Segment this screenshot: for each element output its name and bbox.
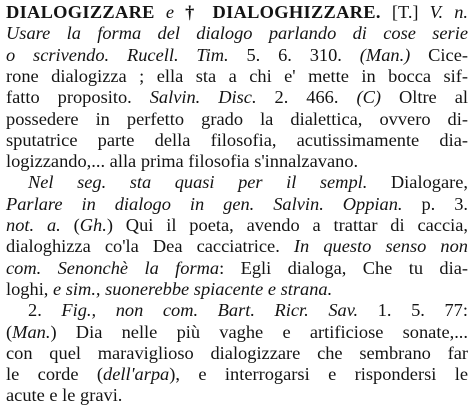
entry-line-11: [6, 215, 468, 236]
entry-line-5: [6, 87, 468, 108]
example-text: : Egli dialoga, Che tu dia-: [219, 257, 468, 278]
figurative-label: Fig., non com. Bart. Ricr. Sav.: [61, 300, 359, 321]
quote-text: con quel maraviglioso dialogizzare che sembrano far: [6, 342, 468, 363]
quote-text: sputatrice parte della filosofia, acutissimamente dia-: [6, 129, 468, 150]
quote-text: ) Qui il poeta, avendo a trattar di caccia,: [106, 215, 468, 235]
citation-ref: p. 3.: [402, 193, 468, 214]
entry-line-10: [6, 194, 468, 215]
sense-citation: Parlare in dialogo in gen. Salvin. Oppian.: [6, 193, 403, 214]
citation-ref: 1. 5. 77:: [358, 300, 468, 321]
quote-text: fatto proposito.: [6, 87, 150, 108]
variant-headword: † DIALOGHIZZARE.: [185, 2, 381, 22]
definition-text: Usare la forma del dialogo parlando di cose serie: [6, 23, 468, 44]
quote-text: ), e interrogarsi e rispondersi le: [169, 364, 468, 385]
source-tag: (C): [356, 87, 381, 108]
citation-note: not. a.: [6, 215, 61, 235]
quote-text: dialoghizza co'la Dea cacciatrice.: [6, 236, 294, 257]
quote-text: le corde (: [6, 364, 103, 385]
example-text: loghi,: [6, 278, 54, 299]
quote-text: Oltre al: [380, 87, 468, 108]
citation-ref: 5. 6. 310.: [228, 44, 360, 65]
entry-line-6: [6, 109, 468, 130]
entry-line-2: [6, 23, 468, 44]
source-mark: [T.]: [380, 2, 430, 22]
entry-line-17: [6, 343, 468, 364]
definition-citation: o scrivendo. Rucell. Tim.: [6, 44, 229, 65]
quote-text: acute e le gravi.: [6, 385, 123, 406]
grammar-label: V. n.: [429, 2, 468, 22]
entry-line-13: [6, 258, 468, 279]
entry-line-15: [28, 300, 468, 321]
entry-line-12: [6, 236, 468, 257]
entry-line-7: [6, 130, 468, 151]
sense-number: 2.: [28, 300, 62, 321]
source-tag: Man.: [12, 321, 51, 342]
entry-line-16: [6, 322, 468, 343]
citation-author: Salvin. Disc.: [149, 87, 257, 108]
entry-line-19: [6, 385, 122, 406]
usage-note: In questo senso non: [293, 236, 468, 257]
entry-line-3: [6, 45, 468, 66]
paren-open: (: [60, 215, 80, 235]
usage-note: e sim., suonerebbe spiacente e strana.: [53, 278, 333, 299]
synonym: Dialogare,: [367, 172, 469, 193]
quote-text: logizzando,... alla prima filosofia s'innalzavano.: [6, 151, 359, 172]
citation-ref: 2. 466.: [256, 87, 357, 108]
paren-open: (: [6, 321, 13, 342]
quote-text: possedere in perfetto grado la dialettica, ovvero di-: [6, 108, 468, 129]
quote-text: Cice-: [410, 44, 468, 65]
entry-line-14: [6, 279, 332, 300]
entry-line-1: [6, 2, 468, 23]
sense-note: Nel seg. sta quasi per il sempl.: [28, 172, 368, 193]
entry-line-18: [6, 364, 468, 385]
instrument-note: dell'arpa: [103, 364, 170, 385]
conjunction: e: [154, 2, 186, 22]
headword: DIALOGIZZARE: [6, 2, 155, 22]
entry-line-8: [6, 151, 358, 172]
quote-text: ) Dia nelle più vaghe e artificiose sonate,...: [50, 321, 468, 342]
entry-line-4: [6, 66, 468, 87]
quote-text: rone dialogizza ; ella sta a chi e' mette in bocca sif-: [6, 65, 468, 86]
entry-line-9: [28, 172, 468, 193]
usage-note: com. Senonchè la forma: [6, 257, 220, 278]
source-tag: Gh.: [79, 215, 107, 235]
source-tag: (Man.): [359, 44, 411, 65]
